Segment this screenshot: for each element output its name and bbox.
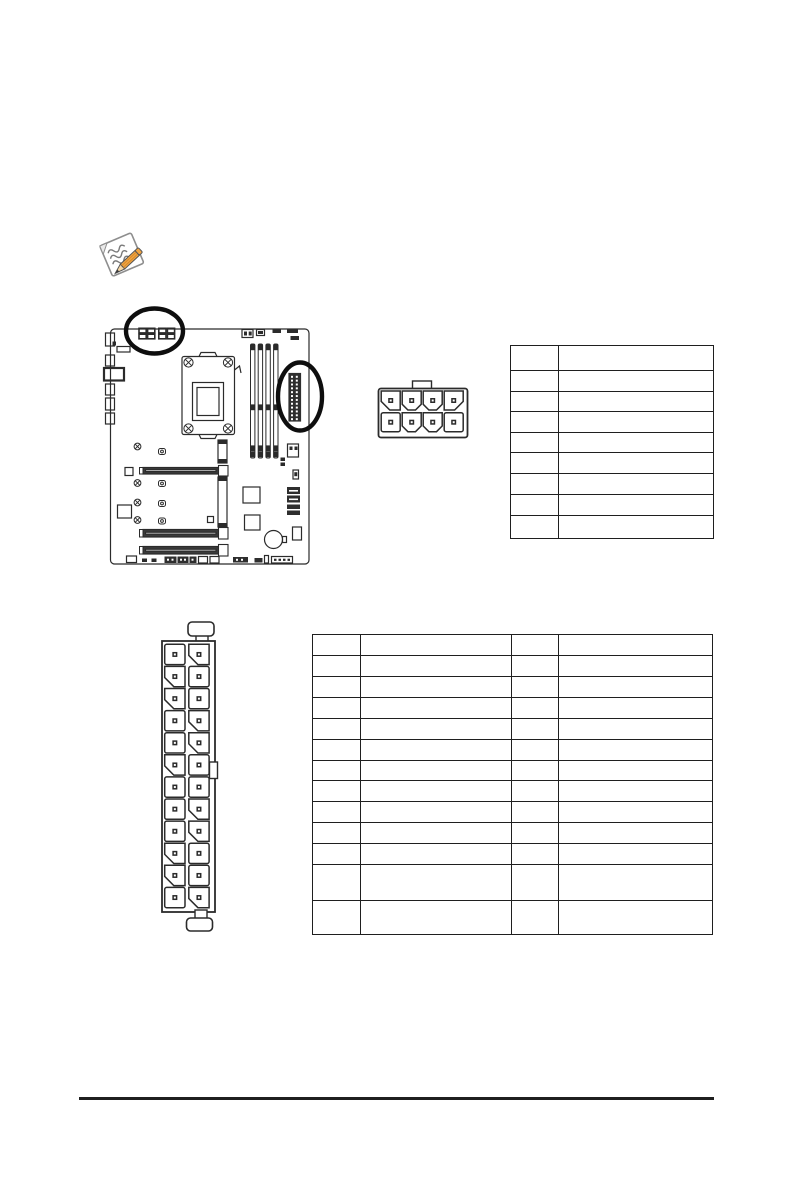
table-cell <box>559 781 713 802</box>
table-row <box>313 823 713 844</box>
table-cell <box>511 453 559 474</box>
bottom-tab-cap <box>187 918 213 931</box>
table-cell <box>361 781 512 802</box>
table-cell <box>559 844 713 865</box>
table-row <box>313 698 713 719</box>
table-cell <box>559 719 713 740</box>
table-cell <box>361 802 512 823</box>
table-cell <box>313 844 361 865</box>
table-cell <box>313 635 361 656</box>
table-row <box>313 901 713 935</box>
table-cell <box>559 474 714 495</box>
table-row <box>313 865 713 901</box>
table-cell <box>511 412 559 433</box>
footer-rule <box>79 1097 714 1100</box>
table-row <box>511 474 714 495</box>
table-cell <box>512 802 559 823</box>
table-cell <box>512 635 559 656</box>
table-cell <box>361 761 512 781</box>
table-cell <box>313 656 361 677</box>
table-cell <box>361 656 512 677</box>
table-cell <box>361 865 512 901</box>
table-cell <box>361 823 512 844</box>
table-cell <box>361 677 512 698</box>
table-cell <box>559 453 714 474</box>
table-cell <box>313 740 361 761</box>
table-cell <box>511 371 559 392</box>
table-row <box>313 656 713 677</box>
table-cell <box>559 516 714 539</box>
table-row <box>313 761 713 781</box>
notepad-pencil-icon <box>96 229 154 281</box>
table-cell <box>559 698 713 719</box>
table-cell <box>313 901 361 935</box>
table-row <box>511 453 714 474</box>
table-cell <box>512 656 559 677</box>
table-cell <box>559 392 714 412</box>
table-cell <box>512 865 559 901</box>
table-cell <box>511 516 559 539</box>
table-cell <box>559 901 713 935</box>
table-cell <box>512 740 559 761</box>
table-cell <box>512 698 559 719</box>
table-cell <box>361 719 512 740</box>
table-cell <box>313 761 361 781</box>
atx-pin-definition-table <box>312 634 713 935</box>
table-cell <box>559 823 713 844</box>
table-row <box>313 719 713 740</box>
table-row <box>313 844 713 865</box>
table-cell <box>559 656 713 677</box>
table-cell <box>361 740 512 761</box>
table-cell <box>511 433 559 453</box>
atx-pin-definition-table-container <box>312 634 713 935</box>
table-row <box>313 802 713 823</box>
table-cell <box>559 346 714 371</box>
table-row <box>511 392 714 412</box>
atx-12v-8pin-connector-diagram <box>376 377 472 441</box>
table-cell <box>313 719 361 740</box>
table-cell <box>559 865 713 901</box>
table-cell <box>559 761 713 781</box>
table-cell <box>559 740 713 761</box>
table-cell <box>512 781 559 802</box>
atx-12v-pin-definition-table-container <box>510 345 714 539</box>
table-cell <box>313 781 361 802</box>
table-cell <box>512 761 559 781</box>
table-row <box>511 495 714 516</box>
table-row <box>511 433 714 453</box>
table-cell <box>313 823 361 844</box>
board-atx-24pin-connector <box>289 374 301 422</box>
table-cell <box>512 677 559 698</box>
table-row <box>313 677 713 698</box>
atx-12v-pin-definition-table <box>510 345 714 539</box>
table-cell <box>313 677 361 698</box>
side-latch <box>210 762 218 779</box>
table-cell <box>361 844 512 865</box>
table-cell <box>361 901 512 935</box>
table-cell <box>512 901 559 935</box>
table-cell <box>511 474 559 495</box>
table-row <box>511 346 714 371</box>
table-row <box>511 412 714 433</box>
top-tab-cap <box>188 622 214 636</box>
table-cell <box>559 677 713 698</box>
table-cell <box>511 495 559 516</box>
board-outline <box>111 329 310 564</box>
table-cell <box>559 412 714 433</box>
table-cell <box>512 719 559 740</box>
atx-24pin-connector-diagram <box>155 617 227 935</box>
table-row <box>313 781 713 802</box>
table-cell <box>511 346 559 371</box>
motherboard-outline-diagram <box>95 298 340 570</box>
table-cell <box>512 844 559 865</box>
table-cell <box>559 635 713 656</box>
table-cell <box>313 698 361 719</box>
table-cell <box>361 635 512 656</box>
table-cell <box>559 495 714 516</box>
table-cell <box>559 802 713 823</box>
table-cell <box>313 802 361 823</box>
table-cell <box>511 392 559 412</box>
table-cell <box>361 698 512 719</box>
table-cell <box>313 865 361 901</box>
table-cell <box>559 433 714 453</box>
table-row <box>511 371 714 392</box>
table-row <box>511 516 714 539</box>
table-row <box>313 740 713 761</box>
table-row <box>313 635 713 656</box>
table-cell <box>559 371 714 392</box>
table-cell <box>512 823 559 844</box>
